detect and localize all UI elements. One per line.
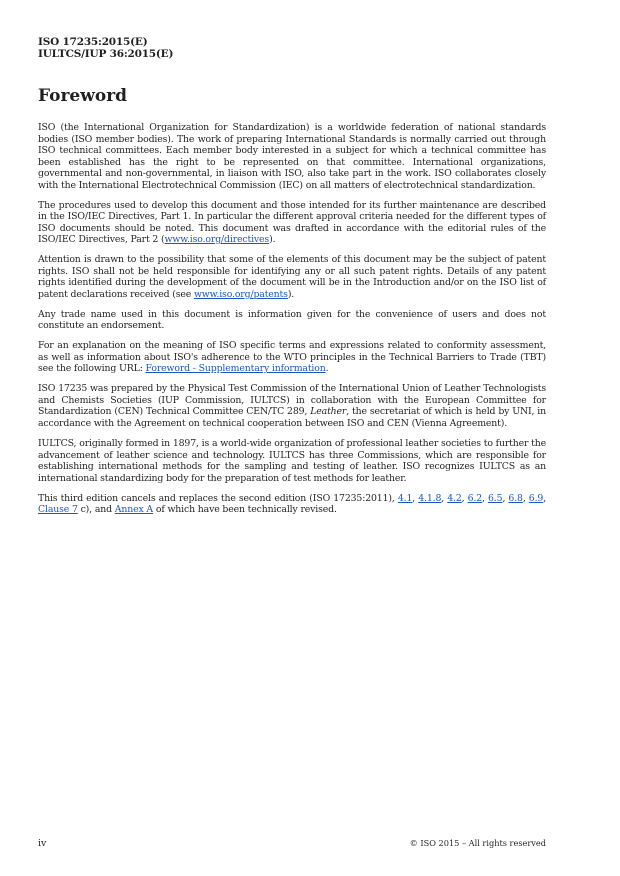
text: , [543,492,547,504]
paragraph-iultcs: IULTCS, originally formed in 1897, is a world-wide organization of professional leather societies to further the advancement of leather science and technology. IULTCS has three Commissions, which are responsible for establishing international methods for the sampling and testing of leather. ISO recognizes IULTCS as an international standardizing body for the preparation of test methods for leather. [38,438,546,484]
text: of which have been technically revised. [153,504,337,516]
text: , [482,492,489,504]
copyright-notice: © ISO 2015 – All rights reserved [409,838,546,848]
foreword-body [38,122,546,524]
page-title: Foreword [38,86,128,106]
text: This third edition cancels and replaces the second edition (ISO 17235:2011), [38,492,398,504]
directives-link[interactable]: www.iso.org/directives [164,234,270,246]
paragraph-prepared-by [38,383,546,429]
text: The procedures used to develop this document and those intended for its further maintenance are described in the ISO/IEC Directives, Part 1. In particular the different approval criteria needed for the different types of ISO documents should be noted. This document was drafted in accordance with the editorial rules of the ISO/IEC Directives, Part 2 ( [38,199,546,246]
document-header [38,37,173,60]
text: Attention is drawn to the possibility that some of the elements of this document may be the subject of patent rights. ISO shall not be held responsible for identifying any or all such patent rights. Details of any patent rights identified during the development of the document will be in the Introduction and/or on the ISO list of patent declarations received (see [38,254,546,300]
text: , [502,492,509,504]
supplementary-info-link[interactable]: Foreword - Supplementary information [145,363,326,375]
text: , [461,492,468,504]
text: ). [269,234,276,246]
clause-7-link[interactable]: Clause 7 [38,504,78,516]
clause-link-6-2[interactable]: 6.2 [467,492,483,504]
text: , [412,492,419,504]
text: ). [287,288,295,300]
text: c), and [77,504,115,516]
text: , the secretariat of which is held by UNI, in accordance with the Agreement on technical cooperation between ISO and CEN (Vienna Agreement). [38,406,547,429]
paragraph-edition [38,493,546,516]
text: ISO 17235 was prepared by the Physical Test Commission of the International Union of Leather Technologists and Chemists Societies (IUP Commission, IULTCS) in collaboration with the European Committee for Standardization (CEN) Technical Committee CEN/TC 289, [38,383,546,418]
header-iso-number: ISO 17235:2015(E) [38,36,148,48]
text: , [522,492,529,504]
paragraph-iso-intro: ISO (the International Organization for Standardization) is a worldwide federation of national standards bodies (ISO member bodies). The work of preparing International Standards is normally carried out through ISO technical committees. Each member body interested in a subject for which a technical committee has been established has the right to be represented on that committee. International organizations, governmental and non-governmental, in liaison with ISO, also take part in the work. ISO collaborates closely with the International Electrotechnical Commission (IEC) on all matters of electrotechnical standardization. [38,122,546,191]
header-iultcs-number: IULTCS/IUP 36:2015(E) [38,47,174,60]
clause-link-6-8[interactable]: 6.8 [508,492,523,504]
leather-italic: Leather [310,406,347,418]
paragraph-procedures [38,200,546,246]
page-number: iv [38,838,47,849]
clause-link-6-5[interactable]: 6.5 [488,492,503,504]
patents-link[interactable]: www.iso.org/patents [193,288,288,300]
text: For an explanation on the meaning of ISO specific terms and expressions related to conformity assessment, as well as information about ISO's adherence to the WTO principles in the Technical Barriers to Trade (TBT) see the following URL: [38,340,546,375]
text: . [325,363,329,375]
clause-link-4-2[interactable]: 4.2 [447,492,462,504]
clause-link-4-1-8[interactable]: 4.1.8 [418,492,442,504]
paragraph-conformity [38,340,546,375]
paragraph-trade-name: Any trade name used in this document is information given for the convenience of users and does not constitute an endorsement. [38,308,546,332]
clause-link-6-9[interactable]: 6.9 [528,492,544,504]
paragraph-patents [38,254,546,300]
clause-link-4-1[interactable]: 4.1 [397,492,413,504]
annex-a-link[interactable]: Annex A [114,504,154,516]
text: , [441,492,448,504]
